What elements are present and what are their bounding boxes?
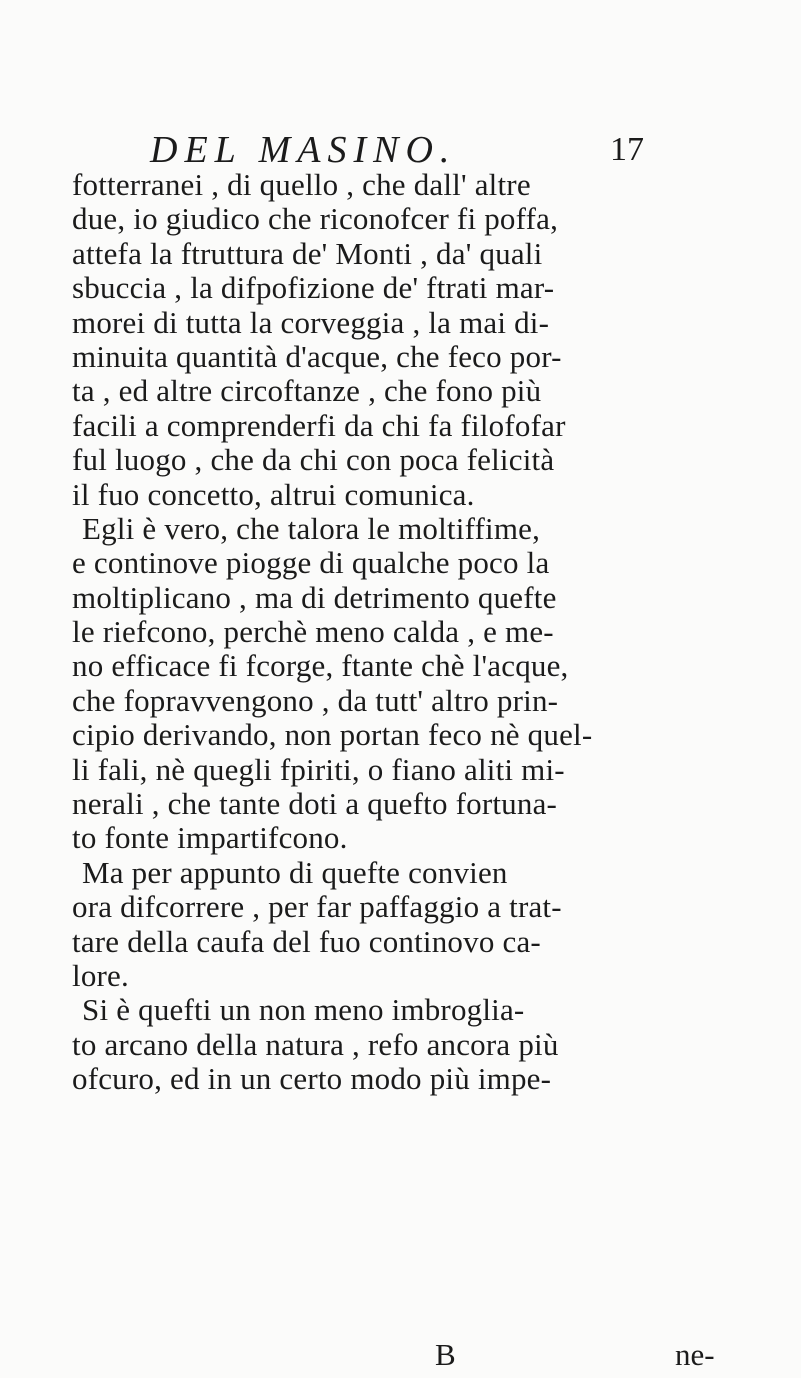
text-line: ful luogo , che da chi con poca felicità (72, 443, 555, 478)
text-line: tare della caufa del fuo continovo ca- (72, 924, 541, 959)
running-title: DEL MASINO. (150, 129, 457, 171)
text-line: e continove piogge di qualche poco la (72, 546, 550, 581)
text-line: ta , ed altre circoftanze , che fono più (72, 374, 542, 409)
text-line: che fopravvengono , da tutt' altro prin- (72, 683, 559, 718)
text-line: minuita quantità d'acque, che feco por- (72, 339, 562, 374)
text-line: facili a comprenderfi da chi fa filofofar (72, 408, 566, 443)
text-line: to fonte impartifcono. (72, 821, 348, 856)
text-line: ofcuro, ed in un certo modo più impe- (72, 1062, 552, 1097)
page-footer (72, 1338, 790, 1374)
body-text (72, 168, 790, 1097)
text-line: le riefcono, perchè meno calda , e me- (72, 615, 554, 650)
paragraph-start-line: Egli è vero, che talora le moltiffime, (82, 511, 541, 546)
page-header (150, 126, 790, 174)
text-line: cipio derivando, non portan feco nè quel- (72, 718, 593, 753)
text-line: fotterranei , di quello , che dall' altre (72, 168, 531, 202)
text-line: to arcano della natura , refo ancora più (72, 1027, 559, 1062)
text-line: sbuccia , la difpofizione de' ftrati mar- (72, 271, 555, 306)
text-line: li fali, nè quegli fpiriti, o fiano aliti mi- (72, 752, 565, 787)
text-line: attefa la ftruttura de' Monti , da' quali (72, 236, 543, 271)
text-line: lore. (72, 958, 129, 993)
text-line: moltiplicano , ma di detrimento quefte (72, 580, 557, 615)
text-line: due, io giudico che riconofcer fi poffa, (72, 202, 559, 237)
text-line: il fuo concetto, altrui comunica. (72, 477, 475, 512)
signature-mark: B (435, 1337, 456, 1372)
text-line: morei di tutta la corveggia , la mai di- (72, 305, 550, 340)
text-line: ora difcorrere , per far paffaggio a trat- (72, 890, 562, 925)
catchword: ne- (675, 1337, 715, 1372)
text-line: no efficace fi fcorge, ftante chè l'acque, (72, 649, 569, 684)
text-line: nerali , che tante doti a quefto fortuna- (72, 787, 558, 822)
page-number: 17 (610, 131, 644, 168)
paragraph-start-line: Ma per appunto di quefte convien (82, 855, 508, 890)
paragraph-start-line: Si è quefti un non meno imbroglia- (82, 993, 525, 1028)
